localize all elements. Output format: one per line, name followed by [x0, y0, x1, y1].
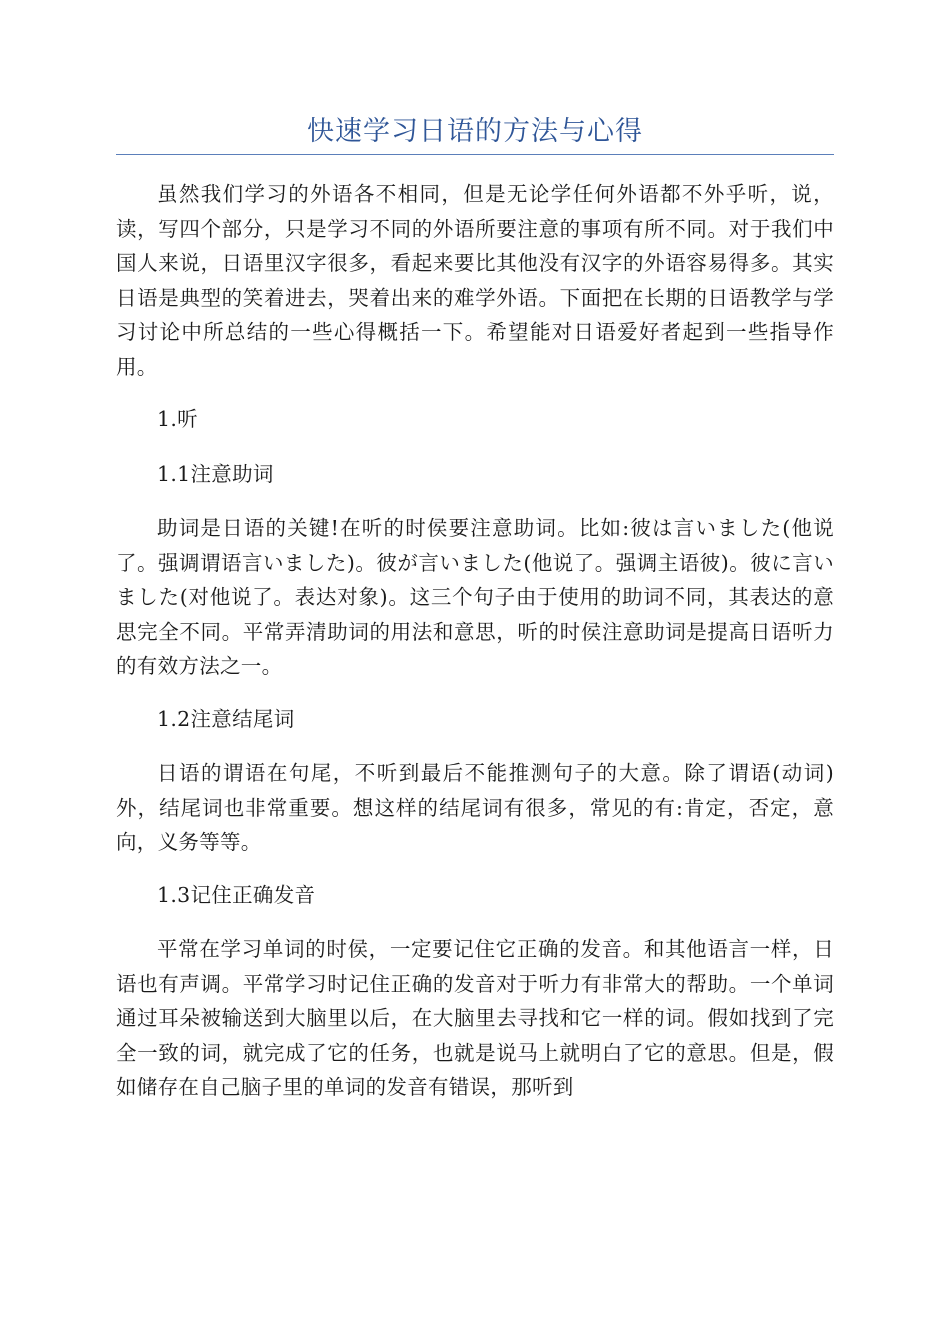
subsection-heading-endings: 1.2注意结尾词	[157, 706, 295, 731]
particles-paragraph: 助词是日语的关键!在听的时侯要注意助词。比如:彼は言いました(他说了。强调谓语言いました)。彼が言いました(他说了。强调主语彼)。彼に言いました(对他说了。表达对象)。这三个句子由于使用的助词不同，其表达的意思完全不同。平常弄清助词的用法和意思，听的时侯注意助词是提高日语听力的有效方法之一。	[116, 516, 834, 678]
document-body	[116, 177, 834, 1105]
endings-paragraph: 日语的谓语在句尾，不听到最后不能推测句子的大意。除了谓语(动词)外，结尾词也非常重要。想这样的结尾词有很多，常见的有:肯定，否定，意向，义务等等。	[116, 761, 834, 854]
title-underline	[116, 154, 834, 155]
intro-paragraph: 虽然我们学习的外语各不相同，但是无论学任何外语都不外乎听，说，读，写四个部分，只是学习不同的外语所要注意的事项有所不同。对于我们中国人来说，日语里汉字很多，看起来要比其他没有汉字的外语容易得多。其实日语是典型的笑着进去，哭着出来的难学外语。下面把在长期的日语教学与学习讨论中所总结的一些心得概括一下。希望能对日语爱好者起到一些指导作用。	[116, 182, 834, 379]
document-page	[116, 112, 834, 1123]
section-heading-listening: 1.听	[157, 407, 198, 431]
pronunciation-paragraph: 平常在学习单词的时侯，一定要记住它正确的发音。和其他语言一样，日语也有声调。平常学习时记住正确的发音对于听力有非常大的帮助。一个单词通过耳朵被输送到大脑里以后，在大脑里去寻找和它一样的词。假如找到了完全一致的词，就完成了它的任务，也就是说马上就明白了它的意思。但是，假如储存在自己脑子里的单词的发音有错误，那听到	[116, 937, 834, 1099]
subsection-heading-pronunciation: 1.3记住正确发音	[157, 882, 316, 907]
subsection-heading-particles: 1.1注意助词	[157, 461, 274, 486]
page-title: 快速学习日语的方法与心得	[307, 116, 643, 147]
